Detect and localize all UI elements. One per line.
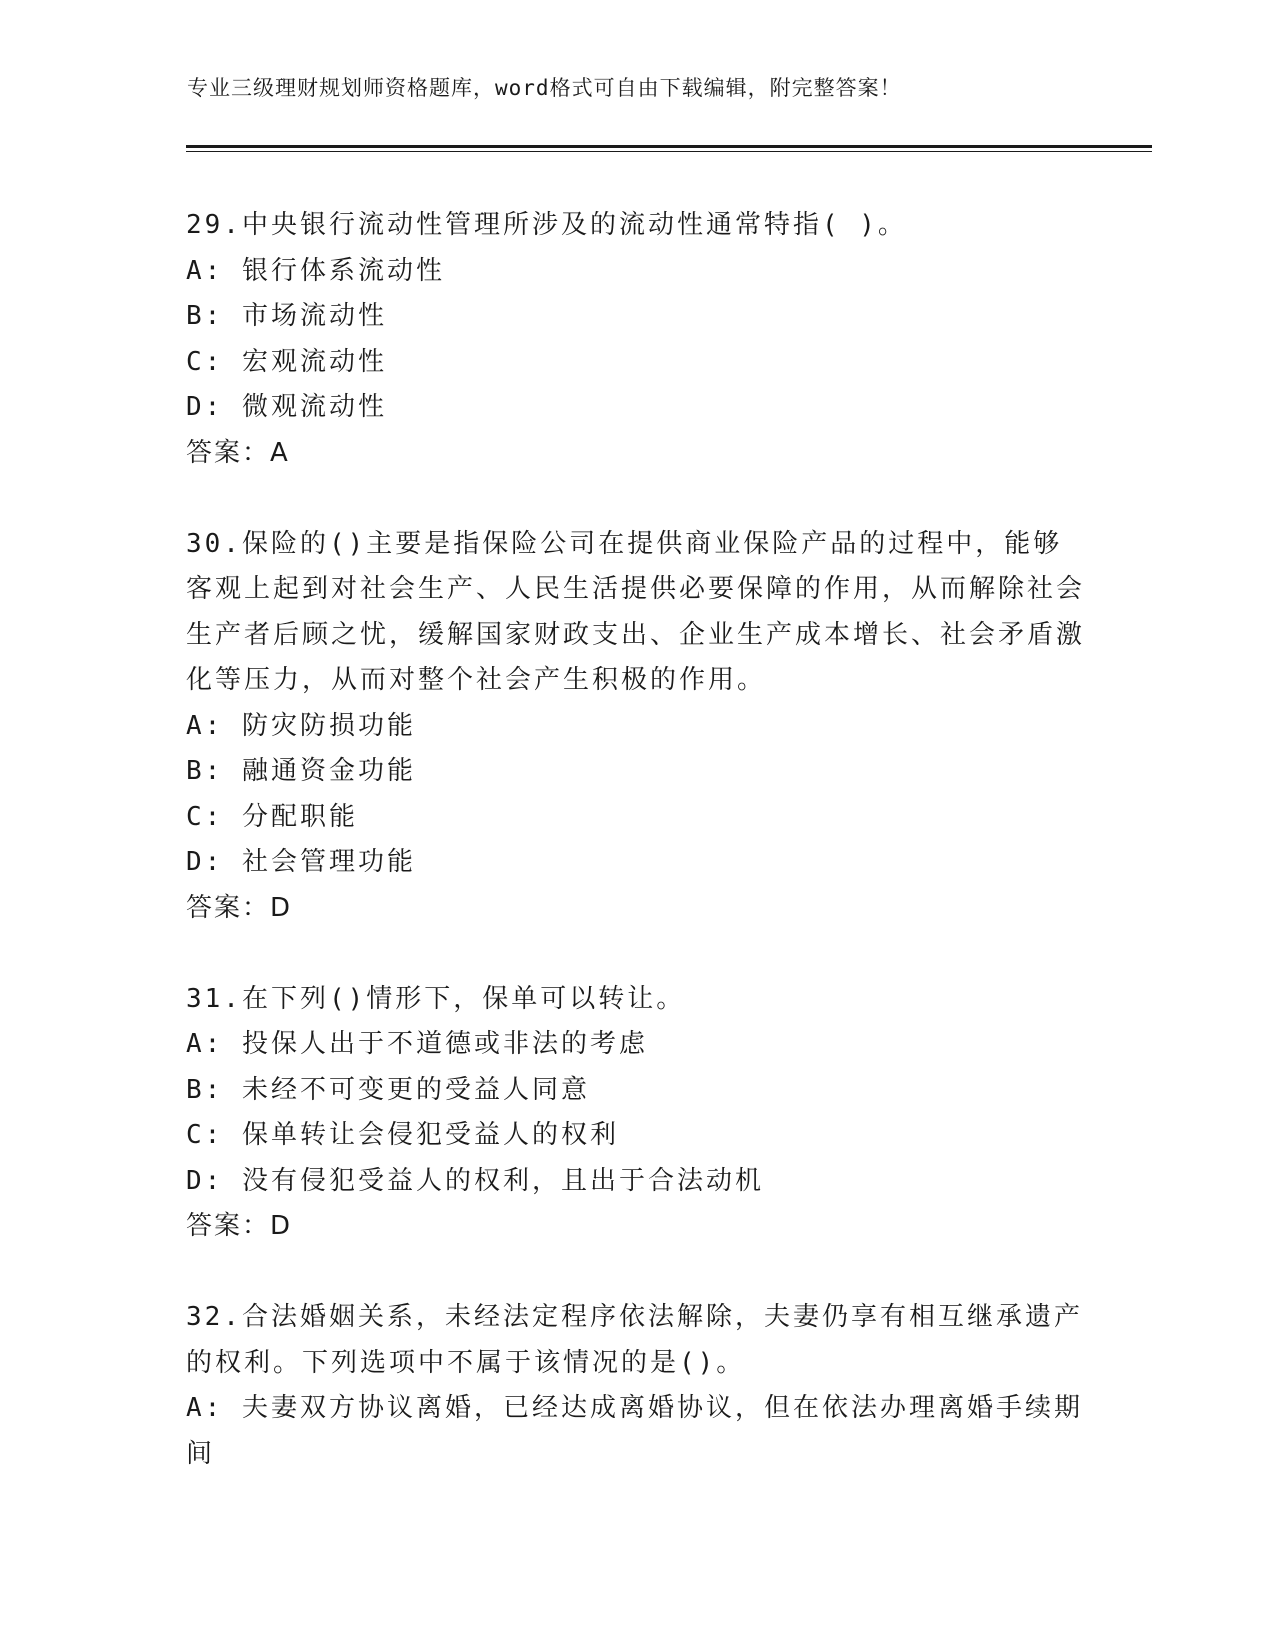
option-d: D: 微观流动性 (186, 392, 387, 422)
option-b: B: 融通资金功能 (186, 756, 416, 786)
question-stem: 30.保险的()主要是指保险公司在提供商业保险产品的过程中，能够客观上起到对社会生产、人民生活提供必要保障的作用，从而解除社会生产者后顾之忧，缓解国家财政支出、企业生产成本增长、社会矛盾激化等压力，从而对整个社会产生积极的作用。 (186, 528, 1086, 695)
option-c: C: 宏观流动性 (186, 346, 387, 377)
option-a: A: 银行体系流动性 (186, 255, 445, 286)
option-a: A: 夫妻双方协议离婚，已经达成离婚协议，但在依法办理离婚手续期间 (186, 1393, 1083, 1469)
answer-label: 答案：A (186, 437, 290, 468)
answer-label: 答案：D (186, 892, 293, 923)
option-b: B: 未经不可变更的受益人同意 (186, 1074, 590, 1105)
question-29 (186, 203, 1086, 476)
question-stem: 31.在下列()情形下，保单可以转让。 (186, 983, 686, 1014)
question-32 (186, 1295, 1086, 1477)
option-b: B: 市场流动性 (186, 301, 387, 331)
option-d: D: 社会管理功能 (186, 847, 416, 877)
option-c: C: 分配职能 (186, 801, 358, 832)
question-list (186, 203, 1086, 1523)
option-c: C: 保单转让会侵犯受益人的权利 (186, 1120, 619, 1150)
question-31 (186, 977, 1086, 1250)
header-divider-thin (186, 151, 1152, 152)
page-header: 专业三级理财规划师资格题库，word格式可自由下载编辑，附完整答案！ (187, 76, 902, 100)
answer-label: 答案：D (186, 1211, 293, 1241)
option-a: A: 投保人出于不道德或非法的考虑 (186, 1029, 648, 1059)
question-30 (186, 522, 1086, 932)
question-stem: 29.中央银行流动性管理所涉及的流动性通常特指( )。 (186, 210, 907, 240)
option-d: D: 没有侵犯受益人的权利，且出于合法动机 (186, 1165, 764, 1196)
header-divider-thick (186, 145, 1152, 148)
option-a: A: 防灾防损功能 (186, 710, 416, 741)
question-stem: 32.合法婚姻关系，未经法定程序依法解除，夫妻仍享有相互继承遗产的权利。下列选项中不属于该情况的是()。 (186, 1302, 1083, 1378)
